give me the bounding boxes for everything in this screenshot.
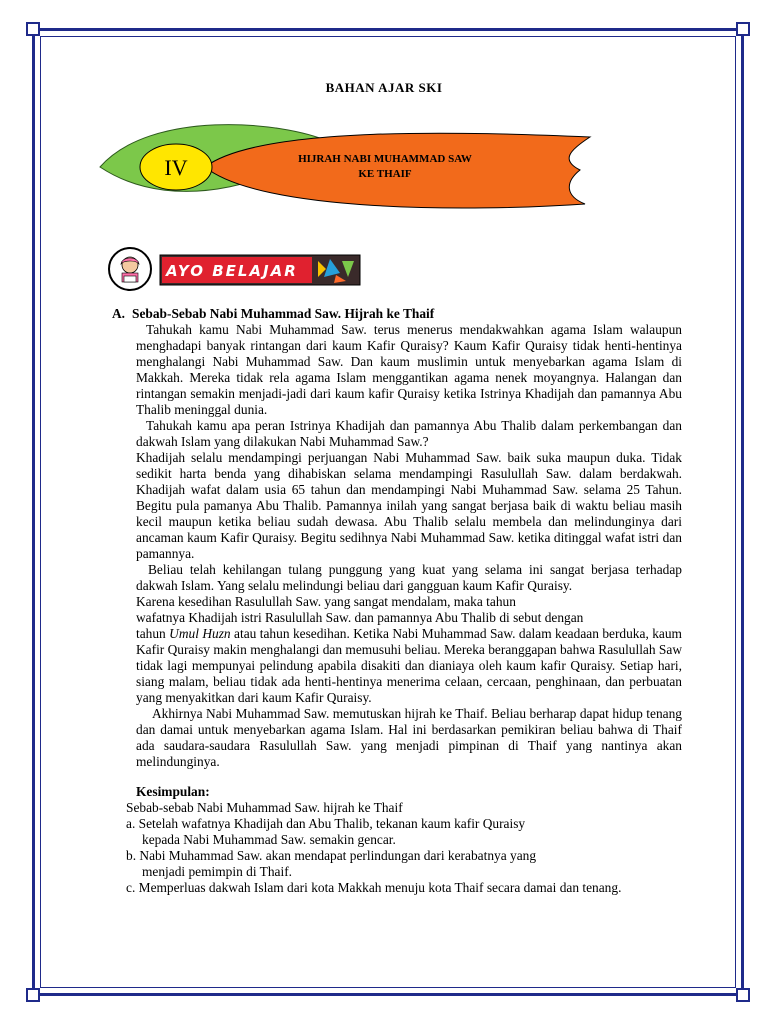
item-marker: a. xyxy=(126,816,136,831)
section-heading-text: Sebab-Sebab Nabi Muhammad Saw. Hijrah ke Thaif xyxy=(132,306,435,321)
text-fragment: atau tahun kesedihan. Ketika Nabi Muhammad Saw. dalam keadaan berduka, kaum Kafir Quraisy makin menghalangi dan memusuhi beliau. Mereka beranggapan bahwa Rasulullah Saw tidak lagi mempunyai pelindung apabila disakiti dan dianiaya oleh kaum kafir Quraisy. Setiap hari, siang malam, beliau tidak ada henti-hentinya menerima celaan, cercaan, penghinaan, dan perbuatan yang menyakitkan dari kaum Kafir Quraisy. xyxy=(136,626,682,705)
item-text: Nabi Muhammad Saw. akan mendapat perlindungan dari kerabatnya yang xyxy=(139,848,537,863)
term-umul-huzn: Umul Huzn xyxy=(169,626,231,641)
chapter-title-line2: KE THAIF xyxy=(358,168,412,180)
paragraph-line: Karena kesedihan Rasulullah Saw. yang sangat mendalam, maka tahun xyxy=(136,594,516,609)
item-text: Memperluas dakwah Islam dari kota Makkah menuju kota Thaif secara damai dan tenang. xyxy=(138,880,622,895)
border-corner xyxy=(26,988,40,1002)
paragraph: Tahukah kamu Nabi Muhammad Saw. terus menerus mendakwahkan agama Islam walaupun menghadapi banyak rintangan dari kaum Kafir Quraisy? Kaum Kafir Quraisy tidak henti-hentinya menghalangi Nabi Muhammad Saw. Dan kaum muslimin untuk menyebarkan agama Islam di Makkah. Mereka tidak rela agama Islam menggantikan agama nenek moyangnya. Halangan dan rintangan semakin menjadi-jadi dari kaum kafir Quraisy ketika Istrinya Khadijah dan pamannya Abu Thalib meninggal dunia. xyxy=(136,322,682,417)
conclusion-item xyxy=(112,848,682,864)
border-corner xyxy=(736,988,750,1002)
main-content xyxy=(112,306,682,896)
chapter-number: IV xyxy=(164,155,188,180)
item-marker: b. xyxy=(126,848,137,863)
paragraph: Akhirnya Nabi Muhammad Saw. memutuskan hijrah ke Thaif. Beliau berharap dapat hidup tenang dan damai untuk menyebarkan agama Islam. Hal ini berdasarkan pemikiran beliau bahwa di Thaif ada saudara-saudara Rasulullah Saw. yang menjadi pimpinan di Thaif yang nantinya akan melindunginya. xyxy=(136,706,682,769)
text-fragment: tahun xyxy=(136,626,166,641)
paragraph: Tahukah kamu apa peran Istrinya Khadijah dan pamannya Abu Thalib dalam perkembangan dan dakwah Islam yang dilakukan Nabi Muhammad Saw.? xyxy=(136,418,682,449)
paragraph-line: wafatnya Khadijah istri Rasulullah Saw. dan pamannya Abu Thalib di sebut dengan xyxy=(136,610,584,625)
item-text: Setelah wafatnya Khadijah dan Abu Thalib, tekanan kaum kafir Quraisy xyxy=(138,816,526,831)
document-title: BAHAN AJAR SKI xyxy=(325,80,443,95)
paragraph xyxy=(112,626,682,706)
section-marker: A. xyxy=(112,306,126,321)
conclusion-intro: Sebab-sebab Nabi Muhammad Saw. hijrah ke Thaif xyxy=(126,800,403,815)
conclusion-heading: Kesimpulan: xyxy=(136,784,210,799)
conclusion-item xyxy=(112,816,682,832)
chapter-title-line1: HIJRAH NABI MUHAMMAD SAW xyxy=(298,153,472,165)
conclusion-item-cont: menjadi pemimpin di Thaif. xyxy=(142,864,292,879)
paragraph: Khadijah selalu mendampingi perjuangan Nabi Muhammad Saw. baik suka maupun duka. Tidak sedikit harta benda yang dihabiskan selama mendampingi Rasulullah Saw. dalam berdakwah. Khadijah wafat dalam usia 65 tahun dan mendampingi Nabi Muhammad Saw. selama 25 Tahun. Begitu pula pamanya Abu Thalib. Pamannya inilah yang sangat berjasa baik di waktu beliau masih kecil maupun ketika beliau sudah dewasa. Abu Thalib selalu membela dan melindunginya dari ancaman kaum Kafir Quraisy. Begitu sedihnya Nabi Muhammad Saw. ketika ditinggal wafat istri dan pamannya. xyxy=(136,450,682,561)
item-marker: c. xyxy=(126,880,136,895)
conclusion-item xyxy=(112,880,682,896)
section-heading xyxy=(112,306,682,322)
chapter-banner xyxy=(0,0,768,240)
reading-girl-icon xyxy=(114,254,146,286)
paragraph: Beliau telah kehilangan tulang punggung yang kuat yang selama ini sangat berjasa terhadap dakwah Islam. Yang selalu melindungi beliau dari gangguan kaum Kafir Quraisy. xyxy=(136,562,682,593)
ayo-belajar-label: AYO BELAJAR xyxy=(166,262,298,280)
conclusion-item-cont: kepada Nabi Muhammad Saw. semakin gencar. xyxy=(142,832,396,847)
